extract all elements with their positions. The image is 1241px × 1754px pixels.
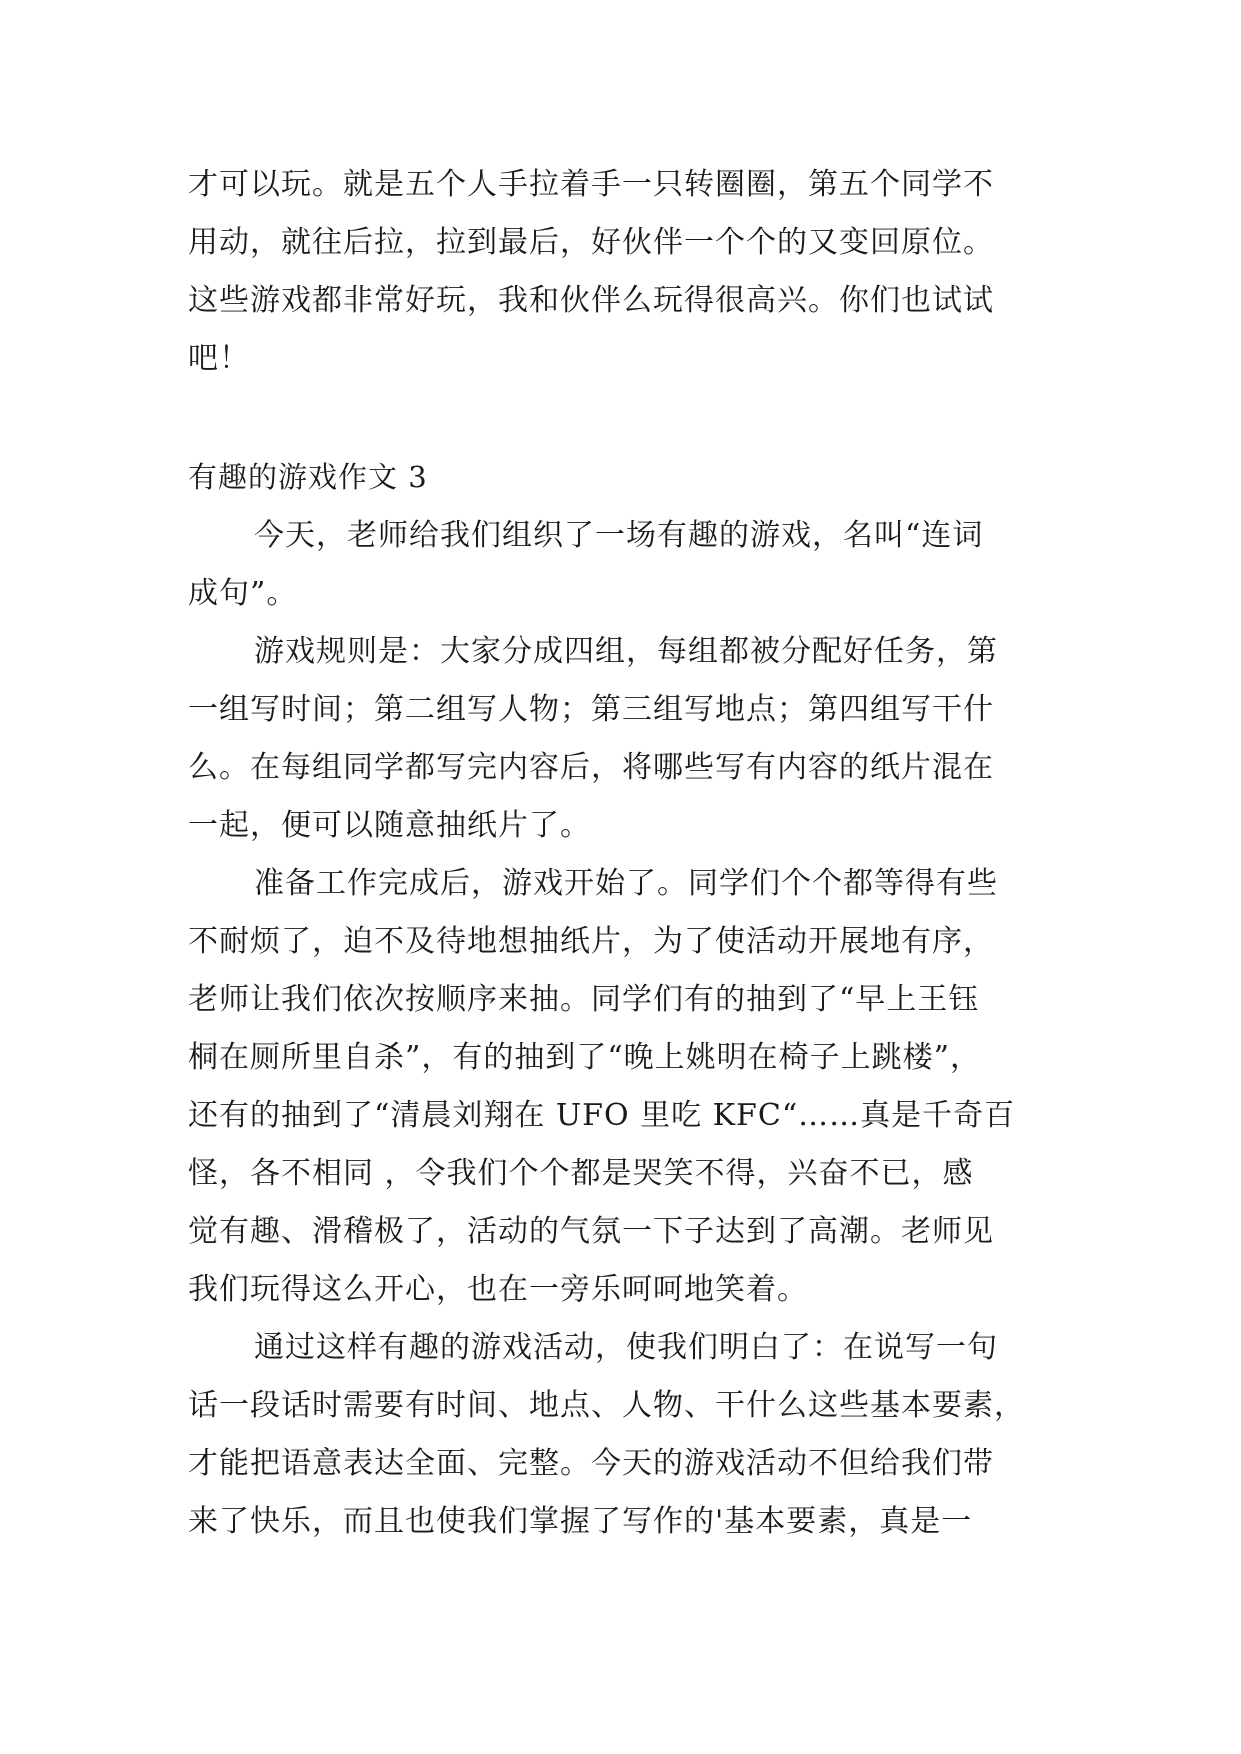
text-line: 不耐烦了，迫不及待地想抽纸片，为了使活动开展地有序，	[188, 924, 994, 959]
text-line: 一组写时间；第二组写人物；第三组写地点；第四组写干什	[188, 692, 994, 727]
continuation-paragraph	[188, 156, 1048, 388]
text-line: 成句”。	[188, 576, 298, 611]
text-line: 准备工作完成后，游戏开始了。同学们个个都等得有些	[254, 866, 998, 901]
text-line: 通过这样有趣的游戏活动，使我们明白了：在说写一句	[254, 1330, 998, 1365]
text-line: 怪，各不相同 ，令我们个个都是哭笑不得，兴奋不已，感	[188, 1156, 974, 1191]
text-line: 还有的抽到了“清晨刘翔在 UFO 里吃 KFC“……真是千奇百	[188, 1098, 1016, 1133]
essay-body	[188, 507, 1048, 1551]
text-line: 才可以玩。就是五个人手拉着手一只转圈圈，第五个同学不	[188, 167, 994, 202]
text-line: 今天，老师给我们组织了一场有趣的游戏，名叫“连词	[254, 518, 984, 553]
section-title: 有趣的游戏作文 3	[188, 460, 428, 494]
text-line: 来了快乐，而且也使我们掌握了写作的'基本要素，真是一	[188, 1504, 973, 1539]
text-line: 桐在厕所里自杀”，有的抽到了“晚上姚明在椅子上跳楼”，	[188, 1040, 982, 1075]
text-line: 话一段话时需要有时间、地点、人物、干什么这些基本要素，	[188, 1388, 1025, 1423]
text-line: 我们玩得这么开心，也在一旁乐呵呵地笑着。	[188, 1272, 808, 1307]
text-line: 游戏规则是：大家分成四组，每组都被分配好任务，第	[254, 634, 998, 669]
paragraph-1	[188, 507, 1048, 623]
text-line: 么。在每组同学都写完内容后，将哪些写有内容的纸片混在	[188, 750, 994, 785]
paragraph-3	[188, 855, 1048, 1319]
text-line: 这些游戏都非常好玩，我和伙伴么玩得很高兴。你们也试试	[188, 283, 994, 318]
text-line: 老师让我们依次按顺序来抽。同学们有的抽到了“早上王钰	[188, 982, 980, 1017]
text-line: 用动，就往后拉，拉到最后，好伙伴一个个的又变回原位。	[188, 225, 994, 260]
text-line: 一起，便可以随意抽纸片了。	[188, 808, 591, 843]
paragraph-4	[188, 1319, 1048, 1551]
text-line: 才能把语意表达全面、完整。今天的游戏活动不但给我们带	[188, 1446, 994, 1481]
paragraph-2	[188, 623, 1048, 855]
text-line: 觉有趣、滑稽极了，活动的气氛一下子达到了高潮。老师见	[188, 1214, 994, 1249]
text-line: 吧！	[188, 341, 250, 376]
